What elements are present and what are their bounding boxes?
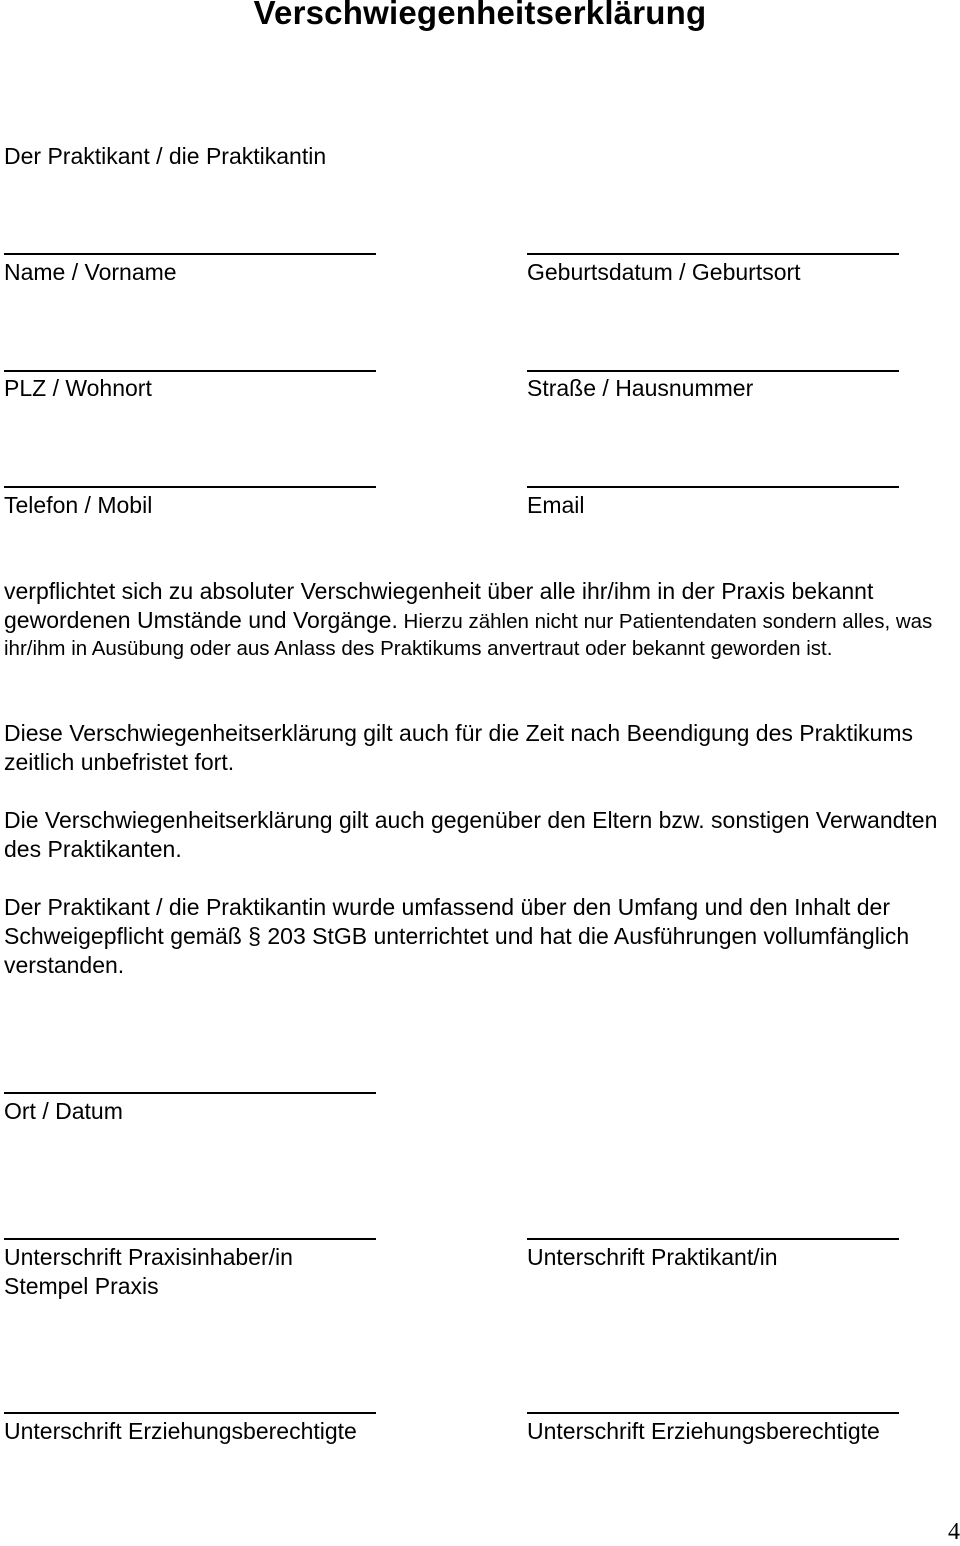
paragraph-relatives: Die Verschwiegenheitserklärung gilt auch gegenüber den Eltern bzw. sonstigen Verwandten des Praktikanten. xyxy=(4,807,938,862)
plz-label: PLZ / Wohnort xyxy=(4,375,152,401)
guardian-right-label: Unterschrift Erziehungsberechtigte xyxy=(527,1418,880,1444)
paragraph-duration: Diese Verschwiegenheitserklärung gilt auch für die Zeit nach Beendigung des Praktikums zeitlich unbefristet fort. xyxy=(4,720,914,775)
intern-signature-label: Unterschrift Praktikant/in xyxy=(527,1244,778,1270)
stamp-label: Stempel Praxis xyxy=(4,1273,159,1299)
place-date-label: Ort / Datum xyxy=(4,1098,123,1124)
name-label: Name / Vorname xyxy=(4,259,177,285)
guardian-right-line xyxy=(527,1412,899,1414)
birth-label: Geburtsdatum / Geburtsort xyxy=(527,259,801,285)
street-line xyxy=(527,370,899,372)
birth-line xyxy=(527,253,899,255)
phone-label: Telefon / Mobil xyxy=(4,492,153,518)
owner-signature-label: Unterschrift Praxisinhaber/in xyxy=(4,1244,293,1270)
email-line xyxy=(527,486,899,488)
obligation-lead: verpflichtet sich zu absoluter Verschwiegenheit über alle ihr/ihm in der Praxis bekannt gewordenen Umstände und Vorgänge. xyxy=(4,578,874,633)
document-title: Verschwiegenheitserklärung xyxy=(253,0,707,31)
phone-line xyxy=(4,486,376,488)
page-number: 4 xyxy=(948,1519,960,1545)
email-label: Email xyxy=(527,492,585,518)
obligation-rest: Hierzu zählen nicht nur Patientendaten sondern alles, was ihr/ihm in Ausübung oder aus Anlass des Praktikums anvertraut oder bekannt geworden ist. xyxy=(4,609,933,660)
place-date-line xyxy=(4,1092,376,1094)
intern-signature-line xyxy=(527,1238,899,1240)
intro-label: Der Praktikant / die Praktikantin xyxy=(4,143,327,169)
street-label: Straße / Hausnummer xyxy=(527,375,754,401)
name-line xyxy=(4,253,376,255)
paragraph-confirmation: Der Praktikant / die Praktikantin wurde umfassend über den Umfang und den Inhalt der Schweigepflicht gemäß § 203 StGB unterrichtet und hat die Ausführungen vollumfänglich verstanden. xyxy=(4,894,910,978)
guardian-left-line xyxy=(4,1412,376,1414)
owner-signature-line xyxy=(4,1238,376,1240)
plz-line xyxy=(4,370,376,372)
paragraph-obligation xyxy=(4,578,949,663)
guardian-left-label: Unterschrift Erziehungsberechtigte xyxy=(4,1418,357,1444)
